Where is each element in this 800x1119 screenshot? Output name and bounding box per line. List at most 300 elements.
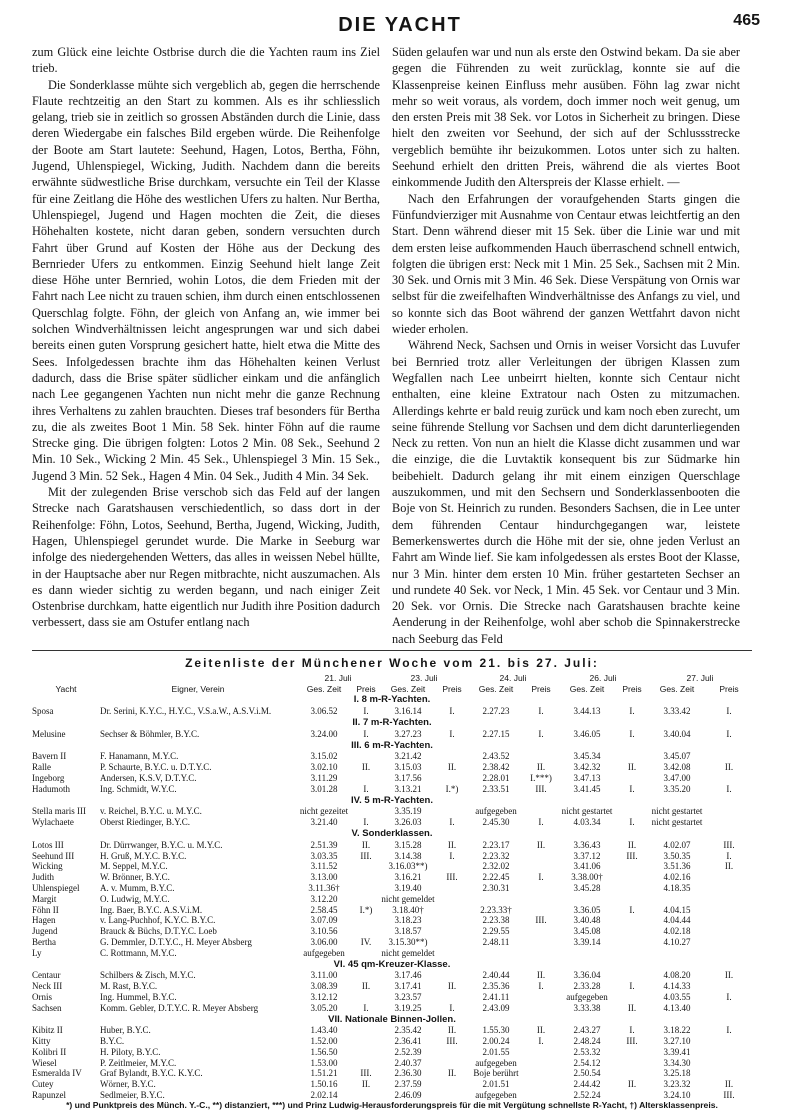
table-row [32, 806, 752, 817]
time-cell: 3.01.28 [310, 783, 338, 794]
prize-cell: I. [726, 783, 732, 794]
time-cell: 3.16.21 [394, 872, 422, 883]
prize-cell [616, 883, 648, 894]
prize-cell: III. [626, 850, 638, 861]
time-cell: nicht gezeitet [299, 806, 349, 817]
time-cell: 2.28.01 [482, 772, 510, 783]
date-header: 27. Juli [686, 672, 714, 683]
yacht-name-cell: Wiesel [32, 1057, 57, 1068]
paragraph: Mit der zulegenden Brise verschob sich das Feld auf der langen Strecke nach Garatshausen verschiedentlich, so dass dort in der Reihenfolge: Föhn, Lotos, Seehund, Bertha, Jugend, Wicking, Judith, Hagen, Uhlenspiegel gerundet wurde. Die Marke in Seeburg war infolge des niedergehenden Wetters, das alles in weissen Nebel hüllte, in der Hauptsache aber nur Regen mitbrachte, nicht auszumachen. Als es dann wieder sichtig zu werden begann, und nach einiger Zeit Ostenbrise durchkam, hatte eigentlich nur Judith ihre Position dadurch verbessert, dass sie am Ostufer entlang nach [32, 485, 380, 630]
prize-cell: I. [538, 1036, 544, 1047]
yacht-name-cell: Wicking [32, 861, 63, 872]
prize-cell [616, 861, 648, 872]
time-cell: 2.51.39 [310, 839, 338, 850]
prize-cell [706, 773, 752, 784]
time-cell: 2.00.24 [482, 1036, 510, 1047]
prize-cell [436, 992, 468, 1003]
column-header-prize: Preis [622, 683, 642, 694]
table-row [32, 1036, 752, 1047]
time-cell: 3.47.00 [663, 772, 691, 783]
time-cell: 4.04.15 [663, 904, 691, 915]
prize-cell [524, 861, 558, 872]
prize-cell: I. [363, 783, 369, 794]
prize-cell: I. [363, 1002, 369, 1013]
time-cell: 3.35.20 [663, 783, 691, 794]
prize-cell: I. [538, 872, 544, 883]
time-cell: 2.37.59 [394, 1079, 422, 1090]
column-header-prize: Preis [442, 683, 462, 694]
prize-cell [352, 1058, 380, 1069]
owner-cell: Dr. Dürrwanger, B.Y.C. u. M.Y.C. [100, 839, 223, 850]
prize-cell: II. [447, 839, 457, 850]
time-cell: 3.41.06 [573, 861, 601, 872]
class-section-title: IV. 5 m-R-Yachten. [350, 794, 433, 806]
class-section-title: I. 8 m-R-Yachten. [353, 694, 431, 706]
time-cell: 3.35.19 [394, 806, 422, 817]
prize-cell [706, 1058, 752, 1069]
table-row [32, 915, 752, 926]
owner-cell: M. Seppel, M.Y.C. [100, 861, 168, 872]
time-cell: aufgegeben [475, 806, 517, 817]
time-cell: aufgegeben [303, 947, 345, 958]
prize-cell: I. [363, 728, 369, 739]
page-header [0, 0, 800, 40]
owner-cell: Sechser & Böhmler, B.Y.C. [100, 728, 200, 739]
time-cell: 2.54.12 [573, 1057, 601, 1068]
time-cell: 3.13.00 [310, 872, 338, 883]
time-cell: 1.52.00 [310, 1036, 338, 1047]
yacht-name-cell: Esmeralda IV [32, 1068, 82, 1079]
owner-cell: Huber, B.Y.C. [100, 1025, 151, 1036]
table-row [32, 981, 752, 992]
time-cell: 4.14.33 [663, 981, 691, 992]
divider [32, 650, 752, 651]
date-header: 23. Juli [410, 672, 438, 683]
class-section-header [32, 740, 752, 752]
table-row [32, 762, 752, 773]
prize-cell [616, 773, 648, 784]
time-cell: Boje berührt [473, 1068, 519, 1079]
time-cell: 2.40.44 [482, 970, 510, 981]
time-cell: 2.27.23 [482, 706, 510, 717]
prize-cell [352, 915, 380, 926]
table-row [32, 992, 752, 1003]
prize-cell [706, 1003, 752, 1014]
prize-cell: I. [726, 728, 732, 739]
prize-cell [352, 751, 380, 762]
time-cell: 4.10.27 [663, 936, 691, 947]
date-header: 26. Juli [589, 672, 617, 683]
yacht-name-cell: Kolibri II [32, 1046, 67, 1057]
table-row [32, 1068, 752, 1079]
table-row [32, 751, 752, 762]
paragraph: Während Neck, Sachsen und Ornis in weiser Vorsicht das Luvufer bei Bernried trotz aller Verleitungen der übrigen Klassen zum Wegfallen nach Lee unbeirrt hielten, konnte sich Centaur nicht enthalten, eine kleine Extratour nach Osten zu mitzumachen. Allerdings kehrte er bald reuig zurück und kam noch eben zurecht, um seine führende Stellung vor Sachsen und dem dicht darunterliegenden Neck zu retten. Von nun an hielt die Klasse dicht zusammen und war die einzige, die die Luvtaktik konsequent bis zur Südmarke hin beibehielt. Dadurch gelang ihr mit einem einzigen Querschlage auszukommen, und mit den Sechsern und Sonderklassenbooten die Boje von St. Heinrich zu runden. Besonders Sachsen, die in Lee unter dem führenden Centaur hindurchgegangen war, leistete Bemerkenswertes durch die Höhe mit der sie, ohne jeden Verlust an Fahrt am Winde lief. Sie kam infolgedessen als erstes Boot der Klasse, nur 3 Min. hinter dem ersten 10 Min. früher gestarteten Sechser an und rundete 40 Sek. vor Neck, 1 Min. 45 Sek. vor Centaur und 3 Min. 20 Sek. vor Ornis. Die Strecke nach Garatshausen brachte keine Aenderung in der Reihenfolge, wohl aber schob die Spinnakerstrecke nach Seeburg das Feld [392, 338, 740, 646]
time-cell: 3.15.03 [394, 762, 422, 773]
time-cell: 3.18.57 [394, 926, 422, 937]
time-cell: nicht gestartet [651, 817, 703, 828]
time-cell: 2.48.11 [482, 936, 510, 947]
prize-cell: II. [361, 762, 371, 773]
prize-cell: III. [626, 1036, 638, 1047]
time-cell: 3.02.10 [310, 762, 338, 773]
time-cell: 1.50.16 [310, 1079, 338, 1090]
time-cell: 3.27.23 [394, 728, 422, 739]
owner-cell: Andersen, K.S.V, D.T.Y.C. [100, 772, 197, 783]
table-row [32, 1058, 752, 1069]
time-cell: 1.56.50 [310, 1046, 338, 1057]
time-cell: 2.33.51 [482, 783, 510, 794]
time-cell: aufgegeben [475, 1090, 517, 1101]
prize-cell [436, 937, 468, 948]
prize-cell: II. [536, 1025, 546, 1036]
prize-cell [616, 970, 648, 981]
table-row [32, 1003, 752, 1014]
prize-cell: II. [536, 839, 546, 850]
prize-cell: I. [363, 817, 369, 828]
owner-cell: C. Rottmann, M.Y.C. [100, 947, 177, 958]
prize-cell [706, 948, 752, 959]
table-date-header-row [32, 673, 752, 684]
prize-cell [706, 872, 752, 883]
prize-cell: II. [627, 1002, 637, 1013]
time-cell: 2.43.09 [482, 1002, 510, 1013]
class-section-header [32, 694, 752, 706]
table-row [32, 851, 752, 862]
yacht-name-cell: Uhlenspiegel [32, 882, 80, 893]
time-cell [648, 948, 706, 959]
prize-cell [436, 915, 468, 926]
time-cell: 3.25.18 [663, 1068, 691, 1079]
prize-cell: I. [629, 1025, 635, 1036]
time-cell: aufgegeben [475, 1057, 517, 1068]
prize-cell [352, 883, 380, 894]
time-cell: 2.22.45 [482, 872, 510, 883]
prize-cell [524, 851, 558, 862]
prize-cell: II. [361, 1079, 371, 1090]
prize-cell: II. [627, 839, 637, 850]
prize-cell [616, 948, 648, 959]
prize-cell [616, 751, 648, 762]
time-cell: 2.43.27 [573, 1025, 601, 1036]
prize-cell [352, 773, 380, 784]
prize-cell: II. [536, 970, 546, 981]
prize-cell: I. [538, 981, 544, 992]
time-cell: 2.35.36 [482, 981, 510, 992]
prize-cell [352, 806, 380, 817]
time-cell: 3.19.25 [394, 1002, 422, 1013]
prize-cell: I. [629, 981, 635, 992]
prize-cell [352, 1047, 380, 1058]
time-cell: 3.45.07 [663, 751, 691, 762]
time-cell: 2.29.55 [482, 926, 510, 937]
yacht-name-cell: Bavern II [32, 751, 67, 762]
prize-cell: III. [360, 1068, 372, 1079]
time-cell: 3.16.03**) [388, 861, 428, 872]
prize-cell [706, 894, 752, 905]
yacht-name-cell: Ingeborg [32, 772, 65, 783]
prize-cell [706, 937, 752, 948]
time-cell: 2.43.52 [482, 751, 510, 762]
prize-cell [706, 751, 752, 762]
prize-cell [706, 981, 752, 992]
time-cell: 2.01.51 [482, 1079, 510, 1090]
prize-cell: I. [449, 1002, 455, 1013]
prize-cell [524, 905, 558, 916]
prize-cell [352, 861, 380, 872]
table-row [32, 729, 752, 740]
results-table-body [32, 694, 752, 1100]
time-cell: 3.47.13 [573, 772, 601, 783]
time-cell: 3.45.34 [573, 751, 601, 762]
time-cell: 3.19.40 [394, 882, 422, 893]
owner-cell: Oberst Riedinger, B.Y.C. [100, 817, 190, 828]
time-cell: 4.03.55 [663, 991, 691, 1002]
yacht-name-cell: Sposa [32, 706, 54, 717]
prize-cell: II. [724, 762, 734, 773]
time-cell: 3.34.30 [663, 1057, 691, 1068]
time-cell: 4.02.16 [663, 872, 691, 883]
time-cell: 2.40.37 [394, 1057, 422, 1068]
owner-cell: Ing. Schmidt, W.Y.C. [100, 783, 177, 794]
owner-cell: O. Ludwig, M.Y.C. [100, 893, 170, 904]
prize-cell [352, 926, 380, 937]
prize-cell [436, 883, 468, 894]
owner-cell: Ing. Baer, B.Y.C. A.S.V.i.M. [100, 904, 203, 915]
time-cell: 4.02.07 [663, 839, 691, 850]
prize-cell [352, 1025, 380, 1036]
yacht-name-cell: Jugend [32, 926, 58, 937]
prize-cell: III. [535, 915, 547, 926]
owner-cell: W. Brönner, B.Y.C. [100, 872, 170, 883]
table-row [32, 861, 752, 872]
time-cell [468, 948, 524, 959]
time-cell: 3.27.10 [663, 1036, 691, 1047]
owner-cell: P. Schaurte, B.Y.C. u. D.T.Y.C. [100, 762, 212, 773]
time-cell: 3.40.04 [663, 728, 691, 739]
table-row [32, 894, 752, 905]
prize-cell: I. [726, 850, 732, 861]
prize-cell [524, 894, 558, 905]
yacht-name-cell: Hadumoth [32, 783, 70, 794]
prize-cell: II. [627, 762, 637, 773]
prize-cell [352, 872, 380, 883]
time-cell: 2.01.55 [482, 1046, 510, 1057]
class-section-header [32, 717, 752, 729]
time-cell: 3.17.56 [394, 772, 422, 783]
class-section-title: III. 6 m-R-Yachten. [351, 739, 433, 751]
time-cell: 2.35.42 [394, 1025, 422, 1036]
prize-cell [524, 926, 558, 937]
paragraph: zum Glück eine leichte Ostbrise durch die die Yachten raum ins Ziel trieb. [32, 45, 380, 76]
time-cell: 3.10.56 [310, 926, 338, 937]
prize-cell [524, 992, 558, 1003]
owner-cell: v. Lang-Puchhof, K.Y.C. B.Y.C. [100, 915, 216, 926]
time-cell [648, 894, 706, 905]
prize-cell: II. [724, 970, 734, 981]
prize-cell: I. [449, 728, 455, 739]
time-cell: 3.14.38 [394, 850, 422, 861]
yacht-name-cell: Hagen [32, 915, 56, 926]
page-number: 465 [733, 12, 760, 29]
time-cell: 2.36.41 [394, 1036, 422, 1047]
time-cell: 3.45.28 [573, 882, 601, 893]
time-cell: 3.17.41 [394, 981, 422, 992]
time-cell: 3.39.14 [573, 936, 601, 947]
time-cell: 3.24.10 [663, 1090, 691, 1101]
prize-cell: I. [726, 991, 732, 1002]
table-row [32, 1025, 752, 1036]
class-section-header [32, 795, 752, 807]
prize-cell: II. [627, 1079, 637, 1090]
owner-cell: M. Rast, B.Y.C. [100, 981, 158, 992]
yacht-name-cell: Wylachaete [32, 817, 74, 828]
prize-cell: II. [361, 839, 371, 850]
prize-cell [524, 806, 558, 817]
prize-cell [706, 1068, 752, 1079]
table-row [32, 872, 752, 883]
time-cell: 1.53.00 [310, 1057, 338, 1068]
prize-cell: I. [629, 904, 635, 915]
time-cell: aufgegeben [566, 991, 608, 1002]
time-cell: 3.24.00 [310, 728, 338, 739]
time-cell: 2.30.31 [482, 882, 510, 893]
time-cell: 2.23.38 [482, 915, 510, 926]
time-cell: 3.07.09 [310, 915, 338, 926]
time-cell: 2.23.17 [482, 839, 510, 850]
prize-cell: III. [360, 850, 372, 861]
prize-cell [706, 883, 752, 894]
yacht-name-cell: Kibitz II [32, 1025, 63, 1036]
table-row [32, 1047, 752, 1058]
prize-cell [436, 861, 468, 872]
time-cell: 2.46.09 [394, 1090, 422, 1101]
prize-cell [436, 905, 468, 916]
prize-cell: I.*) [445, 783, 459, 794]
time-cell: 3.11.00 [310, 970, 338, 981]
time-cell: 2.41.11 [482, 991, 510, 1002]
yacht-name-cell: Neck III [32, 981, 63, 992]
prize-cell [616, 915, 648, 926]
owner-cell: Brauck & Büchs, D.T.Y.C. Loeb [100, 926, 217, 937]
time-cell: 3.15.02 [310, 751, 338, 762]
prize-cell: III. [723, 839, 735, 850]
time-cell: 3.45.08 [573, 926, 601, 937]
time-cell: 4.02.18 [663, 926, 691, 937]
table-row [32, 905, 752, 916]
prize-cell [524, 1068, 558, 1079]
date-header: 24. Juli [499, 672, 527, 683]
time-cell: 3.41.45 [573, 783, 601, 794]
prize-cell [616, 872, 648, 883]
time-cell: 3.11.29 [310, 772, 338, 783]
table-title: Zeitenliste der Münchener Woche vom 21. bis 27. Juli: [185, 656, 599, 670]
table-row [32, 840, 752, 851]
column-header-yacht: Yacht [55, 683, 77, 694]
prize-cell: I. [538, 817, 544, 828]
table-row [32, 883, 752, 894]
time-cell: 2.33.28 [573, 981, 601, 992]
table-row [32, 937, 752, 948]
time-cell: 2.52.24 [573, 1090, 601, 1101]
time-cell: 3.21.42 [394, 751, 422, 762]
prize-cell [436, 970, 468, 981]
prize-cell: II. [724, 861, 734, 872]
prize-cell [706, 1047, 752, 1058]
prize-cell [706, 806, 752, 817]
prize-cell: III. [446, 872, 458, 883]
owner-cell: P. Zeitlmeier, M.Y.C. [100, 1057, 177, 1068]
time-cell: nicht gestartet [651, 806, 703, 817]
owner-cell: A. v. Mumm, B.Y.C. [100, 882, 175, 893]
prize-cell [706, 905, 752, 916]
yacht-name-cell: Ornis [32, 991, 52, 1002]
prize-cell [616, 1068, 648, 1079]
prize-cell [616, 992, 648, 1003]
time-cell: 3.42.08 [663, 762, 691, 773]
time-cell: 2.38.42 [482, 762, 510, 773]
time-cell: 3.44.13 [573, 706, 601, 717]
class-section-title: V. Sonderklassen. [351, 827, 433, 839]
prize-cell: I.***) [530, 772, 552, 783]
yacht-name-cell: Rapunzel [32, 1090, 66, 1101]
prize-cell [706, 817, 752, 828]
column-header-time: Ges. Zeit [478, 683, 514, 694]
time-cell: 3.03.35 [310, 850, 338, 861]
prize-cell [616, 1058, 648, 1069]
prize-cell [436, 948, 468, 959]
time-cell: 3.15.30**) [388, 936, 428, 947]
prize-cell [524, 1047, 558, 1058]
table-row [32, 948, 752, 959]
date-header: 21. Juli [324, 672, 352, 683]
time-cell: 2.27.15 [482, 728, 510, 739]
time-cell: 3.36.43 [573, 839, 601, 850]
time-cell [558, 948, 616, 959]
prize-cell [436, 806, 468, 817]
prize-cell: I. [449, 817, 455, 828]
time-cell: 3.12.20 [310, 893, 338, 904]
prize-cell: I. [629, 728, 635, 739]
prize-cell: I. [726, 706, 732, 717]
prize-cell [352, 992, 380, 1003]
prize-cell: I. [538, 728, 544, 739]
prize-cell [436, 894, 468, 905]
time-cell: 2.23.33† [480, 904, 512, 915]
column-header-prize: Preis [356, 683, 376, 694]
time-cell: 3.50.35 [663, 850, 691, 861]
class-section-title: VI. 45 qm-Kreuzer-Klasse. [333, 958, 451, 970]
results-table-block [32, 656, 752, 1101]
time-cell [558, 894, 616, 905]
prize-cell [524, 1003, 558, 1014]
prize-cell: II. [361, 981, 371, 992]
time-cell: 3.46.05 [573, 728, 601, 739]
prize-cell [616, 806, 648, 817]
owner-cell: Dr. Serini, K.Y.C., H.Y.C., V.S.a.W., A.S.V.i.M. [100, 706, 272, 717]
owner-cell: B.Y.C. [100, 1036, 125, 1047]
yacht-name-cell: Ralle [32, 762, 51, 773]
prize-cell: I.*) [359, 904, 373, 915]
prize-cell [524, 1079, 558, 1090]
table-row [32, 773, 752, 784]
time-cell: 4.18.35 [663, 882, 691, 893]
table-row [32, 970, 752, 981]
results-table [32, 673, 752, 1101]
time-cell: 2.02.14 [310, 1090, 338, 1101]
time-cell: 3.06.52 [310, 706, 338, 717]
yacht-name-cell: Seehund III [32, 850, 75, 861]
yacht-name-cell: Sachsen [32, 1002, 62, 1013]
